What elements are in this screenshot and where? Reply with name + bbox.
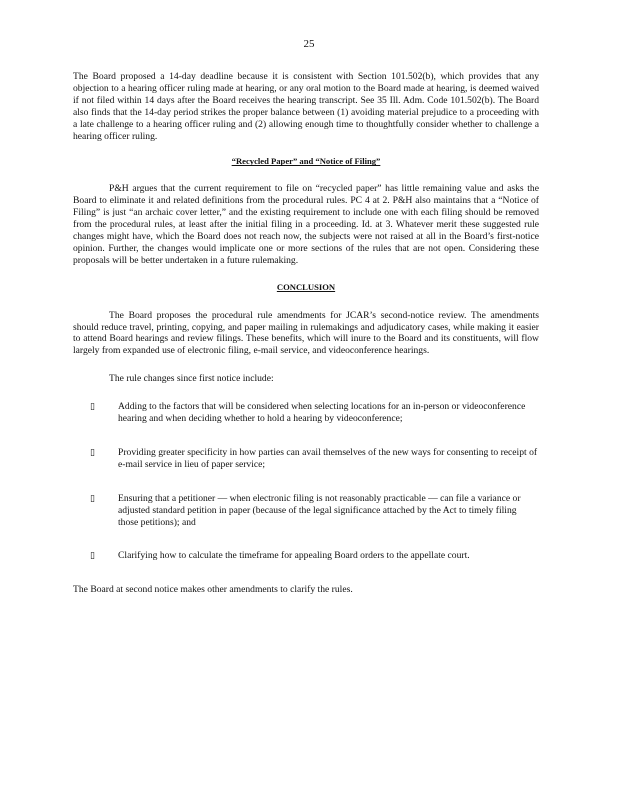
paragraph-recycled-paper: P&H argues that the current requirement to file on “recycled paper” has little remaining value and asks the Board to eliminate it and related definitions from the procedural rules. PC 4 at 2. P&H also maintains that a “Notice of Filing” is just “an archaic cover letter,” and the existing requirement to include one with each filing should be removed from the procedural rules, at least after the initial filing in a proceeding. Id. at 3. Whatever merit these suggested rule changes might have, which the Board does not reach now, the subjects were not raised at all in the Board’s first-notice opinion. Further, the changes would implicate one or more sections of the rules that are not open. Considering these proposals will be better undertaken in a future rulemaking. [73,183,539,266]
paragraph-rule-changes-intro: The rule changes since first notice include: [109,373,274,385]
list-item [73,493,539,529]
section-heading-conclusion: CONCLUSION [276,281,336,292]
list-item [73,550,539,562]
list-item [73,447,539,471]
list-item [73,401,539,425]
square-bullet-icon: ▯ [90,446,95,457]
list-item-text: Clarifying how to calculate the timeframe for appealing Board orders to the appellate court. [118,550,470,562]
page-number: 25 [303,38,315,50]
square-bullet-icon: ▯ [90,492,95,503]
square-bullet-icon: ▯ [90,550,95,561]
paragraph-deadline: The Board proposed a 14-day deadline because it is consistent with Section 101.502(b), which provides that any objection to a hearing officer ruling made at hearing, or any oral motion to the Board made at hearing, is deemed waived if not filed within 14 days after the Board receives the hearing transcript. See 35 Ill. Adm. Code 101.502(b). The Board also finds that the 14-day period strikes the proper balance between (1) avoiding material prejudice to a proceeding with a late challenge to a hearing officer ruling and (2) allowing enough time to thoughtfully consider whether to challenge a hearing officer ruling. [73,71,539,142]
document-body [73,71,539,596]
list-item-text: Adding to the factors that will be considered when selecting locations for an in-person or videoconference hearing and when deciding whether to hold a hearing by videoconference; [118,401,526,425]
list-item-text: Ensuring that a petitioner — when electronic filing is not reasonably practicable — can file a variance or adjusted standard petition in paper (because of the legal significance attached by the Act to timely filing those petitions); and [118,492,521,528]
rule-changes-list [73,401,539,562]
section-heading-recycled-paper: “Recycled Paper” and “Notice of Filing” [231,156,381,167]
paragraph-conclusion: The Board proposes the procedural rule amendments for JCAR’s second-notice review. The amendments should reduce travel, printing, copying, and paper mailing in rulemakings and adjudicatory cases, while making it easier to attend Board hearings and review filings. These benefits, which will inure to the Board and its constituents, will flow largely from expanded use of electronic filing, e-mail service, and videoconference hearings. [73,309,539,357]
list-item-text: Providing greater specificity in how parties can avail themselves of the new ways for consenting to receipt of e-mail service in lieu of paper service; [118,446,538,470]
paragraph-final: The Board at second notice makes other amendments to clarify the rules. [73,584,353,596]
square-bullet-icon: ▯ [90,401,95,412]
